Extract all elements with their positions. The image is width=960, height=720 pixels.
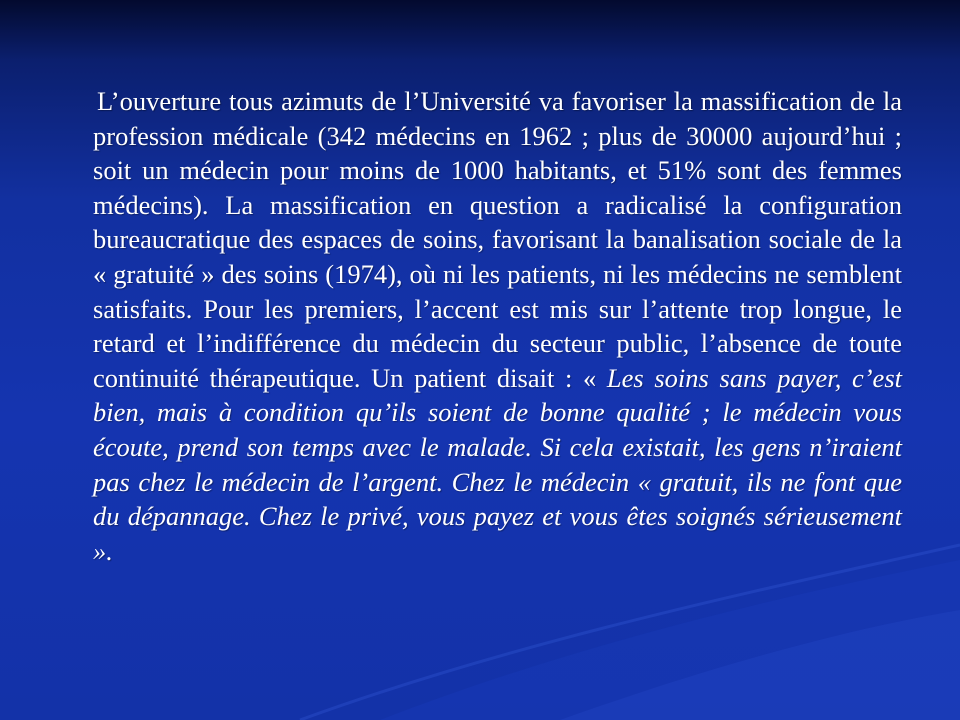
body-paragraph (93, 84, 902, 568)
body-text-regular: L’ouverture tous azimuts de l’Université va favoriser la massification de la profession médicale (342 médecins en 1962 ; plus de 30000 aujourd’hui ; soit un médecin pour moins de 1000 habitants, et 51% sont des femmes médecins). La massification en question a radicalisé la configuration bureaucratique des espaces de soins, favorisant la banalisation sociale de la « gratuité » des soins (1974), où ni les patients, ni les médecins ne semblent satisfaits. Pour les premiers, l’accent est mis sur l’attente trop longue, le retard et l’indifférence du médecin du secteur public, l’absence de toute continuité thérapeutique. Un patient disait : « (93, 86, 902, 393)
patient-quote-italic: Les soins sans payer, c’est bien, mais à condition qu’ils soient de bonne qualité ; le médecin vous écoute, prend son temps avec le malade. Si cela existait, les gens n’iraient pas chez le médecin de l’argent. Chez le médecin « gratuit, ils ne font que du dépannage. Chez le privé, vous payez et vous êtes soignés sérieusement ». (93, 362, 902, 566)
